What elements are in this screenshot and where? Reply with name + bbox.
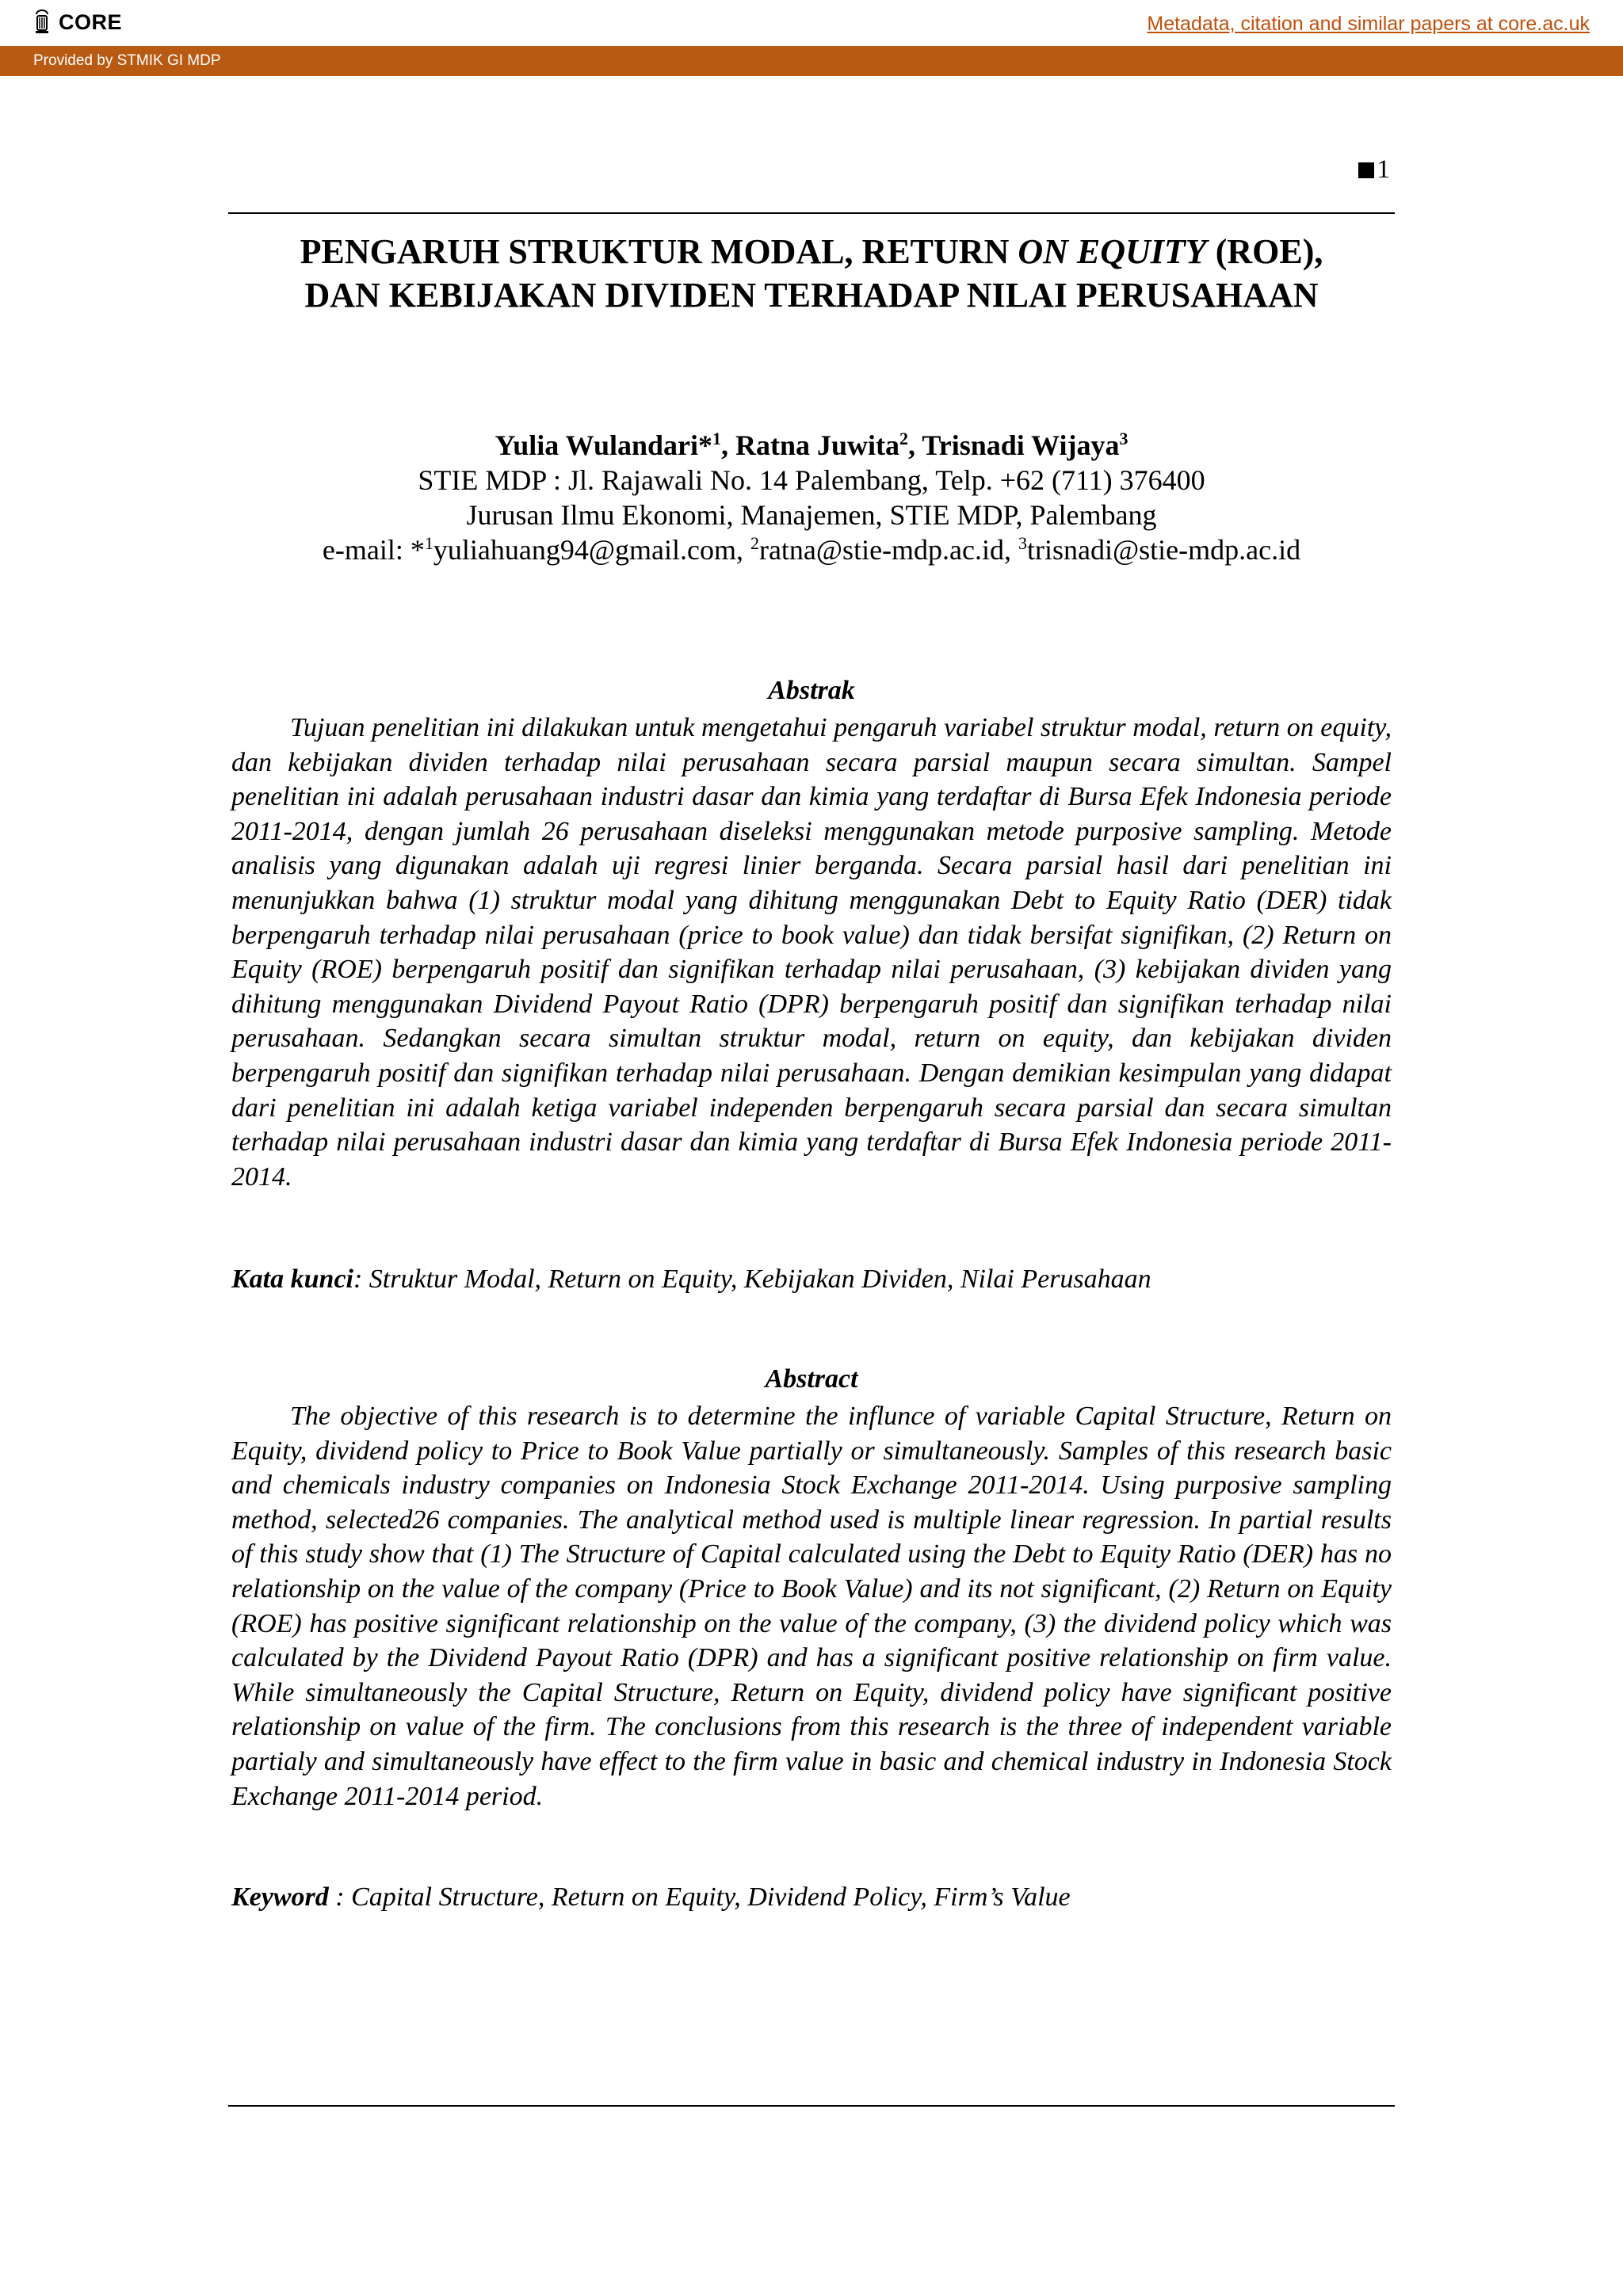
- author-block: [228, 428, 1395, 567]
- core-logo-icon: [30, 6, 54, 38]
- abstrak-keywords-text: : Struktur Modal, Return on Equity, Kebijakan Dividen, Nilai Perusahaan: [353, 1264, 1151, 1294]
- affiliation-address: STIE MDP : Jl. Rajawali No. 14 Palembang, Telp. +62 (711) 376400: [418, 464, 1205, 496]
- author-emails: e-mail: *$^1$yuliahuang94@gmail.com, $^2$ratna@stie-mdp.ac.id, $^3$trisnadi@stie-mdp.ac.id: [322, 533, 1301, 566]
- email-2: ratna@stie-mdp.ac.id,: [758, 534, 1018, 566]
- core-header: [0, 0, 1623, 46]
- abstrak-keywords-label: Kata kunci: [231, 1264, 353, 1294]
- core-metadata-link[interactable]: Metadata, citation and similar papers at core.ac.uk: [1147, 13, 1590, 35]
- header-rule: [228, 212, 1395, 214]
- abstrak-body: Tujuan penelitian ini dilakukan untuk mengetahui pengaruh variabel struktur modal, return on equity, dan kebijakan dividen terhadap nilai perusahaan secara parsial maupun secara simultan. Sampel penelitian ini adalah perusahaan industri dasar dan kimia yang terdaftar di Bursa Efek Indonesia periode 2011-2014, dengan jumlah 26 perusahaan diseleksi menggunakan metode purposive sampling. Metode analisis yang digunakan adalah uji regresi linier berganda. Secara parsial hasil dari penelitian ini menunjukkan bahwa (1) struktur modal yang dihitung menggunakan Debt to Equity Ratio (DER) tidak berpengaruh terhadap nilai perusahaan (price to book value) dan tidak bersifat signifikan, (2) Return on Equity (ROE) berpengaruh positif dan signifikan terhadap nilai perusahaan, (3) kebijakan dividen yang dihitung menggunakan Dividend Payout Ratio (DPR) berpengaruh positif dan signifikan terhadap nilai perusahaan. Sedangkan secara simultan struktur modal, return on equity, dan kebijakan dividen berpengaruh positif dan signifikan terhadap nilai perusahaan. Dengan demikian kesimpulan yang didapat dari penelitian ini adalah ketiga variabel independen berpengaruh secara parsial dan secara simultan terhadap nilai perusahaan industri dasar dan kimia yang terdaftar di Bursa Efek Indonesia periode 2011-2014.: [231, 713, 1392, 1192]
- affiliation-department: Jurusan Ilmu Ekonomi, Manajemen, STIE MDP, Palembang: [466, 499, 1157, 531]
- title-italic: ON EQUITY: [1018, 232, 1207, 271]
- page-marker-icon: [1358, 162, 1374, 178]
- abstrak-heading: Abstrak: [768, 676, 855, 705]
- title-line-1: PENGARUH STRUKTUR MODAL, RETURN ON EQUITY (ROE),: [300, 232, 1323, 271]
- abstrak-keywords: [231, 1262, 1392, 1297]
- title-line-2: DAN KEBIJAKAN DIVIDEN TERHADAP NILAI PERUSAHAAN: [304, 276, 1319, 315]
- author-2: Ratna Juwita: [735, 429, 900, 461]
- core-logo-text: CORE: [59, 10, 123, 34]
- abstract-keywords-label: Keyword: [231, 1882, 329, 1912]
- core-logo[interactable]: [30, 6, 122, 38]
- paper-title: [228, 230, 1395, 317]
- abstract-keywords-text: : Capital Structure, Return on Equity, Dividend Policy, Firm’s Value: [328, 1882, 1071, 1912]
- abstract-keywords: [231, 1880, 1392, 1915]
- email-3: trisnadi@stie-mdp.ac.id: [1027, 534, 1301, 566]
- abstract-heading: Abstract: [765, 1364, 858, 1394]
- provided-by-text: Provided by STMIK GI MDP: [33, 52, 221, 69]
- core-provider-bar: [0, 46, 1623, 76]
- author-names: Yulia Wulandari*$^1$, Ratna Juwita$^2$, Trisnadi Wijaya$^3$: [495, 429, 1128, 461]
- author-1: Yulia Wulandari*: [495, 429, 712, 461]
- footer-rule: [228, 2105, 1395, 2107]
- abstract-body: The objective of this research is to determine the influnce of variable Capital Structure, Return on Equity, dividend policy to Price to Book Value partially or simultaneously. Samples of this research basic and chemicals industry companies on Indonesia Stock Exchange 2011-2014. Using purposive sampling method, selected26 companies. The analytical method used is multiple linear regression. In partial results of this study show that (1) The Structure of Capital calculated using the Debt to Equity Ratio (DER) has no relationship on the value of the company (Price to Book Value) and its not significant, (2) Return on Equity (ROE) has positive significant relationship on the value of the company, (3) the dividend policy which was calculated by the Dividend Payout Ratio (DPR) and has a significant positive relationship on firm value. While simultaneously the Capital Structure, Return on Equity, dividend policy have significant positive relationship on value of the firm. The conclusions from this research is the three of independent variable partialy and simultaneously have effect to the firm value in basic and chemical industry in Indonesia Stock Exchange 2011-2014 period.: [231, 1402, 1392, 1811]
- email-1: yuliahuang94@gmail.com,: [433, 534, 750, 566]
- page-number-value: 1: [1377, 155, 1390, 184]
- page-number: [1358, 155, 1391, 185]
- author-3: Trisnadi Wijaya: [922, 429, 1120, 461]
